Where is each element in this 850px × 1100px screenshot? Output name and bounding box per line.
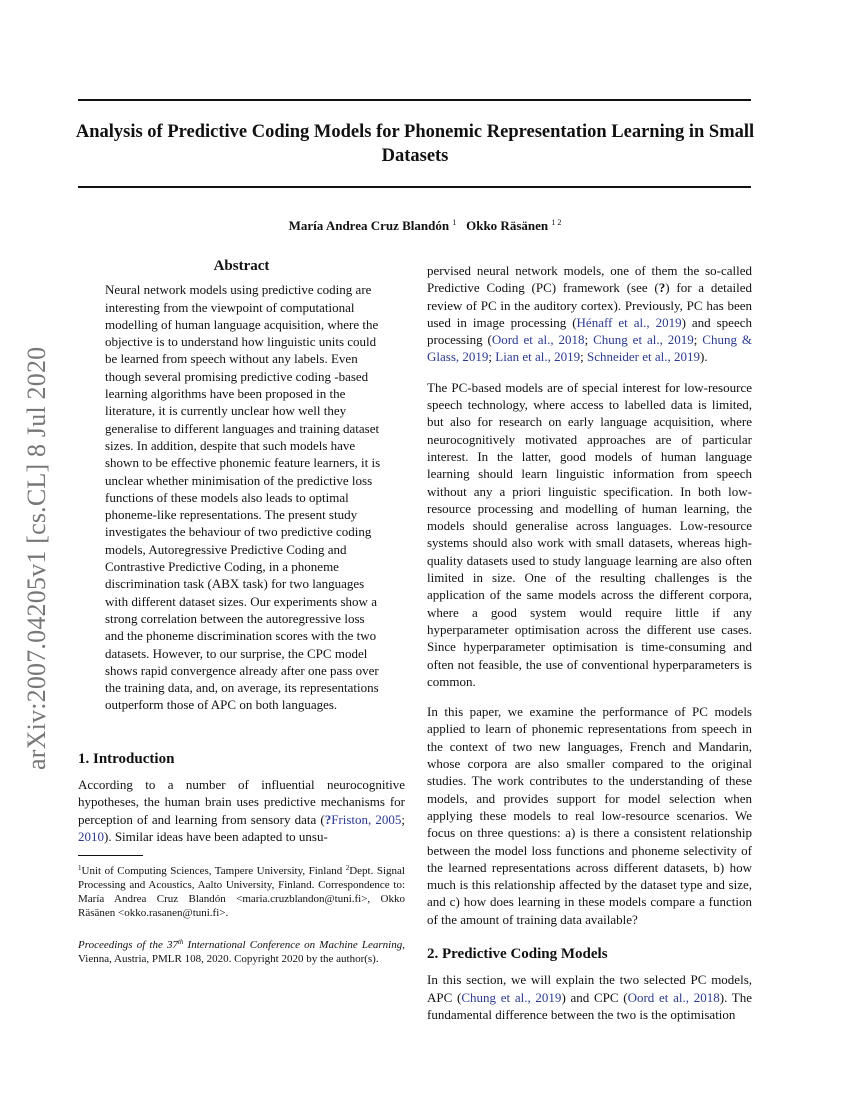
citation-link[interactable]: Oord et al., 2018 — [627, 989, 720, 1005]
proceedings-note — [78, 936, 405, 967]
intro-paragraph-continued — [427, 262, 752, 366]
citation-separator: ; — [401, 811, 405, 827]
footnote-mark: 2 — [345, 864, 350, 873]
introduction-heading: 1. Introduction — [78, 750, 175, 767]
proceedings-text: , Vienna, Austria, PMLR 108, 2020. Copyright 2020 by the author(s). — [78, 939, 405, 966]
author-1-affiliation: 1 — [452, 218, 457, 227]
citation-link[interactable]: Chung et al., 2019 — [593, 332, 694, 348]
citation-link[interactable]: 2010 — [78, 828, 104, 844]
citation-link[interactable]: Chung et al., 2019 — [461, 989, 562, 1005]
section-2-paragraph — [427, 971, 752, 1023]
paper-title: Analysis of Predictive Coding Models for Phonemic Representation Learning in Small Datasets — [75, 122, 755, 166]
body-text: ) and CPC ( — [561, 989, 628, 1005]
title-bottom-rule — [78, 186, 751, 188]
intro-paragraph — [78, 776, 405, 845]
citation-link[interactable]: Friston, 2005 — [331, 811, 402, 827]
abstract-heading: Abstract — [213, 258, 270, 274]
unresolved-citation[interactable]: ? — [324, 811, 332, 827]
footnote-mark: 1 — [78, 864, 82, 873]
left-column — [78, 258, 405, 967]
proceedings-ordinal: th — [177, 938, 184, 947]
affiliation-footnote — [78, 862, 405, 920]
right-column — [427, 262, 752, 1023]
body-text: In this section, we will explain the two selected PC models, APC ( — [427, 972, 752, 1005]
citation-link[interactable]: Oord et al., 2018 — [491, 332, 585, 348]
intro-text: ). Similar ideas have been adapted to unsu- — [104, 828, 328, 844]
title-top-rule — [78, 99, 751, 101]
body-text: ). The fundamental difference between the two is the optimisation — [427, 989, 753, 1022]
abstract-body: Neural network models using predictive coding are interesting from the viewpoint of computational modelling of human language acquisition, where the objective is to understand how linguistic units could be learned from speech without any labels. Even though several promising predictive coding -based learning algorithms have been proposed in the literature, it is currently unclear how well they generalise to different languages and training dataset sizes. In addition, despite that such models have shown to be effective phonemic feature learners, it is unclear whether minimisation of the predictive loss functions of these models also leads to optimal phoneme-like representations. The present study investigates the behaviour of two predictive coding models, Autoregressive Predictive Coding and Contrastive Predictive Coding, in a phoneme discrimination task (ABX task) for two languages with different dataset sizes. Our experiments show a strong correlation between the autoregressive loss and the phoneme discrimination scores with the two datasets. However, to our surprise, the CPC model shows rapid convergence already after one pass over the training data, and, on average, its representations outperform those of APC on both languages. — [105, 282, 381, 713]
body-text: pervised neural network models, one of them the so-called Predictive Coding (PC) framework (see ( — [427, 263, 752, 296]
citation-separator: ; — [584, 332, 594, 348]
proceedings-text: International Conference on Machine Learning — [183, 939, 403, 952]
citation-link[interactable]: Schneider et al., 2019 — [586, 349, 700, 365]
body-text: ) for a detailed review of PC in the auditory cortex). Previously, PC has been used in image processing ( — [427, 280, 752, 330]
footnote-text: Unit of Computing Sciences, Tampere University, Finland — [81, 865, 346, 878]
footnote-text: Dept. Signal Processing and Acoustics, Aalto University, Finland. Correspondence to: María Andrea Cruz Blandón <maria.cruzblandon@tuni.fi>, Okko Räsänen <okko.rasanen@tuni.fi>. — [78, 865, 405, 919]
author-2: Okko Räsänen — [466, 218, 549, 233]
body-text: ) and speech processing ( — [427, 314, 752, 348]
body-paragraph: The PC-based models are of special interest for low-resource speech technology, where access to labelled data is limited, but also for research on early language acquisition, where neurocognitively motivated approaches are of particular interest. In the latter, good models of human language learning should learn linguistic information from speech without any a priori linguistic specification. In both low-resource processing and modelling of human learning, the models should generalise across languages. Low-resource systems should also work with small datasets, whereas high-quality datasets used to study language learning are also often limited in size. One of the resulting challenges is the application of the same models across the different corpora, where a good system would require little if any hyperparameter optimisation across the different use cases. Since hyperparameter optimisation is time-consuming and often not feasible, the use of conventional hyperparameters is common. — [427, 379, 752, 689]
footnote-rule — [78, 855, 143, 856]
author-1: María Andrea Cruz Blandón — [288, 218, 450, 233]
citation-link[interactable]: Lian et al., 2019 — [495, 349, 581, 365]
citation-separator: ; — [580, 349, 587, 365]
arxiv-stamp: arXiv:2007.04205v1 [cs.CL] 8 Jul 2020 — [22, 346, 51, 770]
citation-separator: ; — [488, 349, 496, 365]
intro-text: According to a number of influential neurocognitive hypotheses, the human brain uses predictive mechanisms for perception of and learning from sensory data ( — [78, 777, 405, 827]
citation-link[interactable]: Chung & Glass, 2019 — [427, 332, 752, 365]
proceedings-text: Proceedings of the 37 — [78, 939, 178, 952]
author-line — [0, 218, 850, 234]
author-2-affiliation: 1 2 — [551, 218, 562, 227]
body-text: ). — [699, 349, 708, 365]
citation-separator: ; — [693, 332, 703, 348]
unresolved-citation[interactable]: ? — [658, 280, 666, 296]
section-2-heading: 2. Predictive Coding Models — [427, 945, 608, 962]
citation-link[interactable]: Hénaff et al., 2019 — [576, 314, 682, 330]
body-paragraph: In this paper, we examine the performance of PC models applied to learn of phonemic representations from speech in the context of two new languages, French and Mandarin, whose corpora are also smaller compared to the original studies. The work contributes to the understanding of these models, and provides support for model selection when applying these models to real low-resource scenarios. We focus on three questions: a) is there a consistent relationship between the model loss functions and phoneme selectivity of the learned representations across different datasets, b) how much is this relationship affected by the dataset type and size, and c) how does learning in these models compare a function of the amount of training data available? — [427, 704, 752, 927]
